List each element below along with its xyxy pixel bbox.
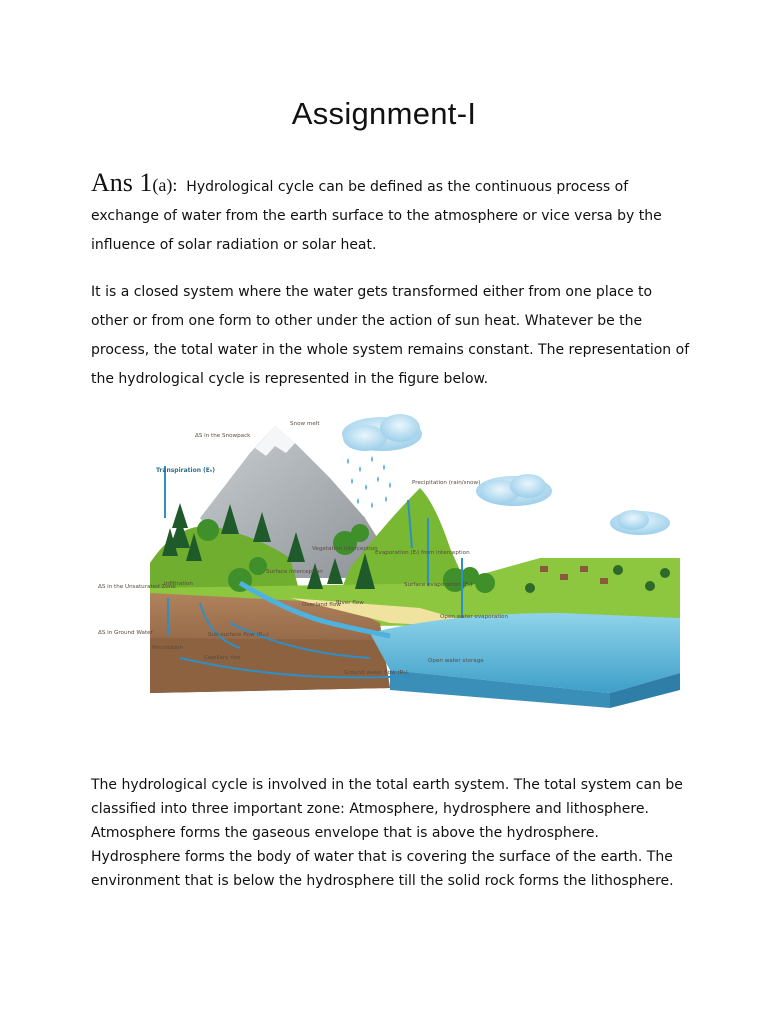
label-river-flow: River flow: [336, 600, 364, 606]
label-subsurface-flow: Sub-surface flow (Rₛₛ): [208, 632, 269, 638]
hydrological-cycle-illustration: [90, 408, 680, 711]
label-ground-water: ΔS in Ground Water: [98, 630, 153, 636]
cloud-icon: [610, 510, 670, 535]
label-open-water-evaporation: Open water evaporation: [440, 614, 509, 620]
label-precipitation: Precipitation (rain/snow): [412, 480, 481, 486]
paragraph-answer-1a: [91, 168, 691, 260]
label-snow-melt: Snow melt: [290, 421, 320, 427]
label-unsaturated-zone: ΔS in the Unsaturated Zone: [98, 584, 176, 590]
label-transpiration: Transpiration (Eₜ): [156, 467, 215, 474]
label-percolation: Percolation: [152, 645, 183, 651]
label-evaporation-interception: Evaporation (Eᵢ) from interception: [375, 550, 470, 556]
answer-label: Ans 1: [91, 168, 153, 197]
answer-sub-label: (a):: [152, 175, 178, 195]
cloud-icon: [342, 414, 422, 451]
page-title: Assignment-I: [291, 96, 477, 131]
label-snowpack: ΔS in the Snowpack: [195, 433, 251, 439]
label-vegetation-interception: Vegetation interception: [312, 546, 378, 552]
label-ground-water-flow: Ground water flow (R₉): [344, 670, 408, 676]
hydrological-cycle-figure: [90, 408, 680, 711]
soil-layer-lower: [150, 638, 390, 693]
paragraph-3: The hydrological cycle is involved in the total earth system. The total system can be classified into three important zone: Atmosphere, hydrosphere and lithosphere. Atmosphere forms the gaseous envelope that is above the hydrosphere. Hydrosphere forms the body of water that is covering the surface of the earth. The environment that is below the hydrosphere till the solid rock forms the lithosphere.: [91, 777, 683, 889]
label-open-water-storage: Open water storage: [428, 658, 484, 664]
label-surface-interception: Surface interception: [266, 569, 323, 575]
paragraph-2: It is a closed system where the water gets transformed either from one place to other or from one form to other under the action of sun heat. Whatever be the process, the total water in the whole system remains constant. The representation of the hydrological cycle is represented in the figure below.: [91, 284, 690, 387]
label-overland-flow: Overland flow: [302, 602, 341, 608]
paragraph-1-text: Hydrological cycle can be defined as the continuous process of exchange of water from the earth surface to the atmosphere or vice versa by the influence of solar radiation or solar heat.: [91, 179, 662, 253]
label-capillary-rise: Capillary rise: [204, 655, 241, 661]
cloud-icon: [476, 474, 552, 506]
label-surface-evaporation: Surface evaporation (Eₛ): [404, 582, 473, 588]
label-infiltration: Infiltration: [164, 581, 193, 587]
